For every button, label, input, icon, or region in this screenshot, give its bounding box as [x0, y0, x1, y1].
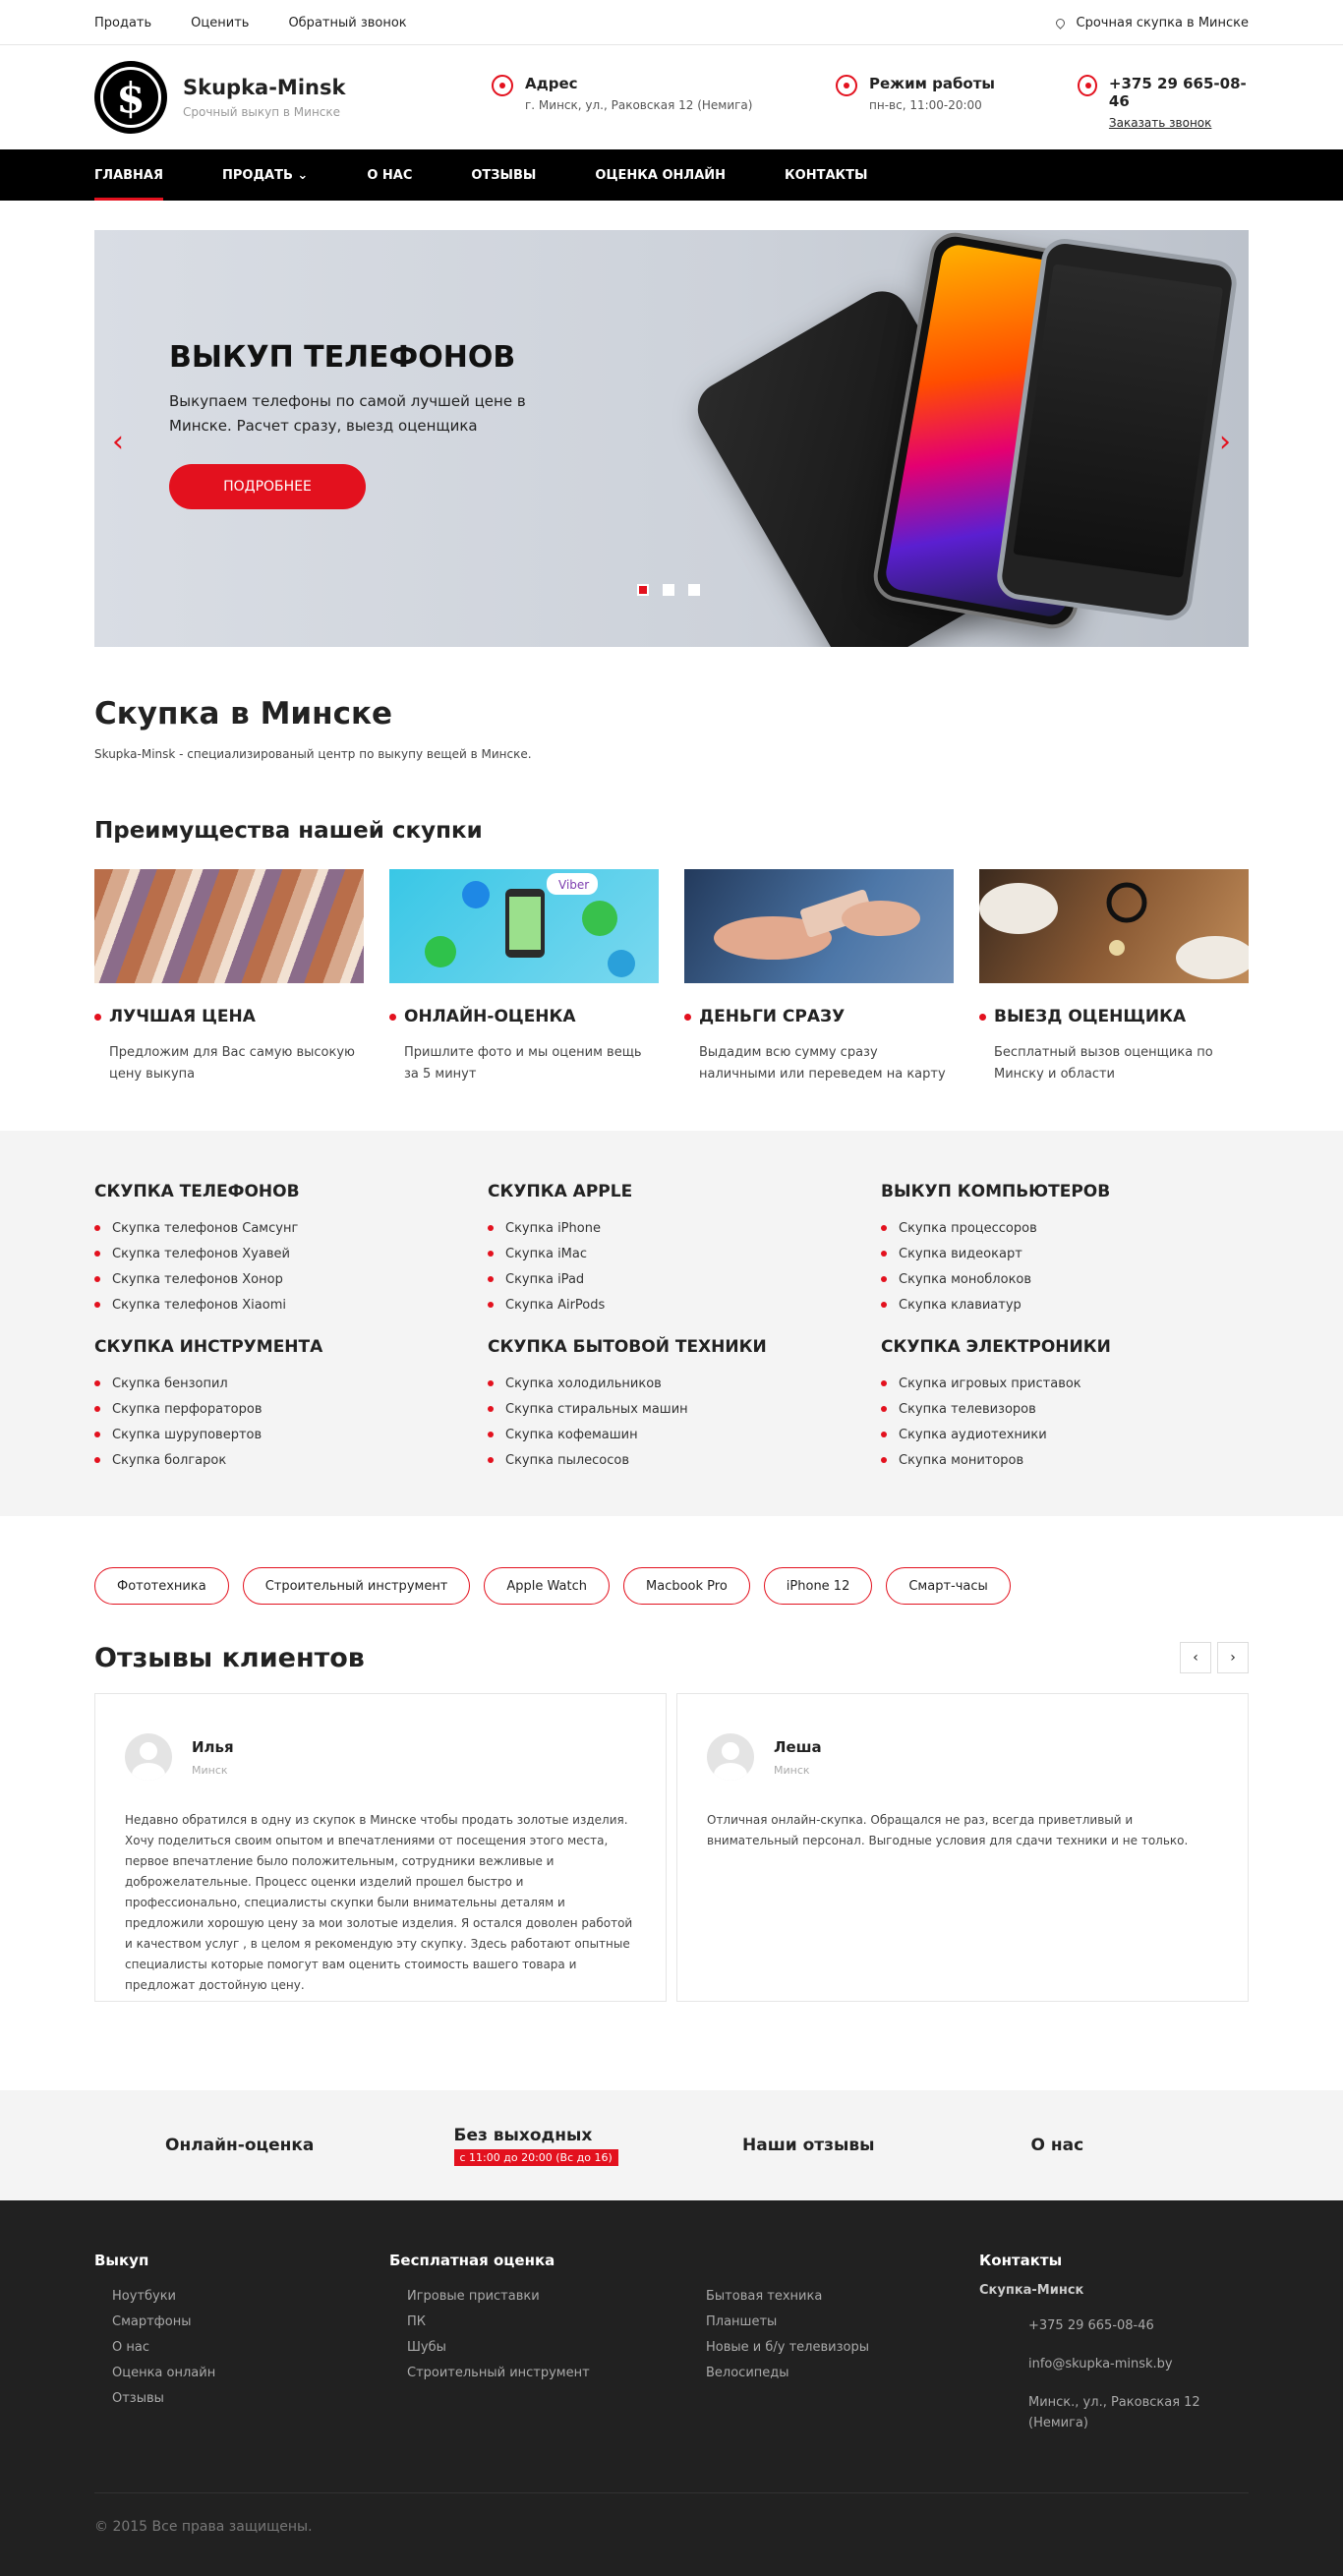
- slider-dot-3[interactable]: [688, 584, 700, 596]
- advantage-text: Предложим для Вас самую высокую цену выкупа: [109, 1045, 355, 1082]
- catalog-link-label: Скупка телефонов Xiaomi: [112, 1297, 286, 1313]
- catalog-link[interactable]: [881, 1292, 1249, 1317]
- bullet-icon: [488, 1457, 494, 1463]
- tag-link[interactable]: Фототехника: [94, 1567, 229, 1605]
- reviews-prev-icon[interactable]: ‹: [1180, 1642, 1211, 1673]
- catalog-link[interactable]: [488, 1447, 881, 1473]
- location-icon: [492, 75, 513, 96]
- catalog-link[interactable]: [881, 1447, 1249, 1473]
- copyright: © 2015 Все права защищены.: [94, 2492, 1249, 2535]
- advantage-card: [684, 869, 954, 1085]
- catalog-link-label: Скупка iPhone: [505, 1220, 601, 1236]
- advantages-title: Преимущества нашей скупки: [94, 818, 483, 844]
- bullet-icon: [881, 1432, 887, 1437]
- header-phone: [1078, 75, 1249, 130]
- footer-link[interactable]: Шубы: [407, 2339, 446, 2355]
- catalog-link-label: Скупка стиральных машин: [505, 1401, 688, 1417]
- messengers-image: [389, 869, 659, 983]
- bullet-icon: [488, 1225, 494, 1231]
- brand-tagline: Срочный выкуп в Минске: [183, 105, 341, 119]
- tag-link[interactable]: Apple Watch: [484, 1567, 610, 1605]
- brand-block: [183, 76, 345, 119]
- map-pin-icon: [1054, 17, 1067, 29]
- bullet-icon: [684, 1014, 691, 1021]
- footer-link[interactable]: Новые и б/у телевизоры: [706, 2339, 869, 2355]
- advantage-title: ЛУЧШАЯ ЦЕНА: [109, 1007, 256, 1026]
- tag-link[interactable]: Смарт-часы: [886, 1567, 1010, 1605]
- footer-company: Скупка-Минск: [979, 2283, 1084, 2298]
- catalog-link-label: Скупка пылесосов: [505, 1452, 630, 1468]
- reviews-list: [94, 1693, 1249, 2002]
- bullet-icon: [488, 1251, 494, 1257]
- callback-link[interactable]: Заказать звонок: [1108, 116, 1212, 130]
- main-nav: [0, 149, 1343, 201]
- features-strip: [0, 2090, 1343, 2200]
- catalog-link-label: Скупка процессоров: [899, 1220, 1037, 1236]
- catalog-link-label: Скупка iPad: [505, 1271, 585, 1287]
- phone-icon: [1078, 75, 1097, 96]
- footer-col-extra: [688, 2252, 979, 2451]
- bullet-icon: [881, 1380, 887, 1386]
- catalog-group: [488, 1182, 881, 1317]
- catalog-section: [0, 1131, 1343, 1516]
- advantages-list: [94, 869, 1249, 1085]
- cash-hands-image: [684, 869, 954, 983]
- catalog-link[interactable]: [488, 1396, 881, 1422]
- slider-dots: [637, 584, 714, 596]
- review-name: Леша: [774, 1737, 822, 1756]
- catalog-link-label: Скупка аудиотехники: [899, 1427, 1047, 1442]
- catalog-link-label: Скупка болгарок: [112, 1452, 227, 1468]
- catalog-link[interactable]: [881, 1266, 1249, 1292]
- top-link-sell[interactable]: Продать: [94, 15, 152, 30]
- feature-about[interactable]: [961, 2136, 1250, 2155]
- site-footer: [0, 2200, 1343, 2576]
- footer-col-evaluation: [389, 2252, 688, 2451]
- catalog-link[interactable]: [881, 1371, 1249, 1396]
- hours-badge: с 11:00 до 20:00 (Вс до 16): [454, 2149, 618, 2166]
- advantage-text: Пришлите фото и мы оценим вещь за 5 минут: [404, 1045, 642, 1082]
- catalog-link-label: Скупка холодильников: [505, 1376, 662, 1391]
- phone-number[interactable]: +375 29 665-08-46: [1108, 75, 1247, 110]
- bullet-icon: [488, 1276, 494, 1282]
- catalog-link-label: Скупка телефонов Хуавей: [112, 1246, 290, 1261]
- reviews-title: Отзывы клиентов: [94, 1642, 365, 1673]
- catalog-link-label: Скупка телевизоров: [899, 1401, 1036, 1417]
- footer-link[interactable]: О нас: [112, 2339, 149, 2355]
- catalog-link[interactable]: [488, 1266, 881, 1292]
- catalog-link-label: Скупка iMac: [505, 1246, 588, 1261]
- bullet-icon: [94, 1302, 100, 1308]
- address-text: г. Минск, ул., Раковская 12 (Немига): [525, 98, 753, 112]
- catalog-link-label: Скупка мониторов: [899, 1452, 1024, 1468]
- top-link-callback[interactable]: Обратный звонок: [288, 15, 407, 30]
- nav-sell[interactable]: ПРОДАТЬ ⌄: [222, 167, 309, 183]
- bullet-icon: [488, 1380, 494, 1386]
- bullet-icon: [94, 1432, 100, 1437]
- advantage-card: [94, 869, 364, 1085]
- slide-title: ВЫКУП ТЕЛЕФОНОВ: [169, 340, 516, 375]
- bullet-icon: [488, 1432, 494, 1437]
- catalog-link[interactable]: [488, 1241, 881, 1266]
- avatar: [125, 1733, 172, 1781]
- slider-next-icon[interactable]: ›: [1219, 425, 1231, 459]
- catalog-link[interactable]: [94, 1422, 488, 1447]
- footer-link[interactable]: Бытовая техника: [706, 2288, 823, 2304]
- catalog-link[interactable]: [94, 1215, 488, 1241]
- footer-contacts-title: Контакты: [979, 2252, 1063, 2269]
- catalog-group: [488, 1337, 881, 1473]
- feature-title: Без выходных: [453, 2125, 593, 2145]
- bullet-icon: [94, 1457, 100, 1463]
- bullet-icon: [881, 1457, 887, 1463]
- catalog-link-label: Скупка игровых приставок: [899, 1376, 1081, 1391]
- slide-text: Выкупаем телефоны по самой лучшей цене в Минске. Расчет сразу, выезд оценщика: [169, 392, 526, 435]
- footer-link[interactable]: Смартфоны: [112, 2313, 192, 2329]
- catalog-link[interactable]: [488, 1371, 881, 1396]
- footer-contacts: [979, 2252, 1249, 2451]
- footer-link[interactable]: Отзывы: [112, 2390, 164, 2406]
- feature-online-evaluation[interactable]: [94, 2136, 383, 2155]
- bullet-icon: [94, 1251, 100, 1257]
- footer-link[interactable]: ПК: [407, 2313, 427, 2329]
- catalog-link-label: Скупка клавиатур: [899, 1297, 1022, 1313]
- catalog-link[interactable]: [881, 1215, 1249, 1241]
- footer-address: Минск., ул., Раковская 12 (Немига): [1028, 2395, 1200, 2430]
- top-location-text: Срочная скупка в Минске: [1076, 15, 1249, 30]
- nav-online-evaluation[interactable]: ОЦЕНКА ОНЛАЙН: [595, 167, 727, 183]
- top-link-evaluate[interactable]: Оценить: [191, 15, 250, 30]
- bullet-icon: [94, 1380, 100, 1386]
- footer-col-title: Выкуп: [94, 2252, 149, 2269]
- footer-link[interactable]: Игровые приставки: [407, 2288, 540, 2304]
- tag-link[interactable]: Macbook Pro: [623, 1567, 750, 1605]
- footer-phone[interactable]: +375 29 665-08-46: [1028, 2318, 1154, 2333]
- top-location[interactable]: [1056, 16, 1249, 30]
- clock-icon: [836, 75, 857, 96]
- catalog-link-label: Скупка телефонов Самсунг: [112, 1220, 299, 1236]
- bullet-icon: [881, 1406, 887, 1412]
- review-city: Минск: [192, 1763, 228, 1777]
- catalog-link[interactable]: [94, 1292, 488, 1317]
- footer-link[interactable]: Ноутбуки: [112, 2288, 177, 2304]
- bullet-icon: [389, 1014, 396, 1021]
- bullet-icon: [881, 1225, 887, 1231]
- advantage-card: [979, 869, 1249, 1085]
- catalog-link-label: Скупка бензопил: [112, 1376, 228, 1391]
- bullet-icon: [979, 1014, 986, 1021]
- footer-email[interactable]: info@skupka-minsk.by: [1028, 2357, 1173, 2371]
- catalog-group: [881, 1337, 1249, 1473]
- slide-more-button[interactable]: ПОДРОБНЕЕ: [169, 464, 366, 509]
- header-address: [492, 75, 752, 112]
- advantage-title: ВЫЕЗД ОЦЕНЩИКА: [994, 1007, 1187, 1026]
- catalog-link[interactable]: [94, 1396, 488, 1422]
- review-card: [676, 1693, 1249, 2002]
- top-bar: [0, 0, 1343, 45]
- catalog-link-label: Скупка видеокарт: [899, 1246, 1022, 1261]
- footer-link[interactable]: Оценка онлайн: [112, 2365, 216, 2380]
- hours-title: Режим работы: [869, 75, 995, 92]
- feature-title: Онлайн-оценка: [165, 2136, 315, 2155]
- nav-about[interactable]: О НАС: [367, 167, 413, 183]
- about-title: Скупка в Минске: [94, 696, 393, 732]
- catalog-group-title[interactable]: СКУПКА ТЕЛЕФОНОВ: [94, 1182, 300, 1201]
- feature-reviews[interactable]: [672, 2136, 961, 2155]
- catalog-link[interactable]: [94, 1266, 488, 1292]
- nav-contacts[interactable]: КОНТАКТЫ: [785, 167, 868, 183]
- tag-link[interactable]: Строительный инструмент: [243, 1567, 471, 1605]
- address-title: Адрес: [525, 75, 578, 92]
- catalog-link[interactable]: [94, 1447, 488, 1473]
- bullet-icon: [881, 1251, 887, 1257]
- advantage-text: Бесплатный вызов оценщика по Минску и области: [994, 1045, 1213, 1082]
- header-hours: [836, 75, 995, 112]
- review-city: Минск: [774, 1763, 810, 1777]
- tag-link[interactable]: iPhone 12: [764, 1567, 873, 1605]
- footer-col-buyout: [94, 2252, 389, 2451]
- review-text: Недавно обратился в одну из скупок в Минске чтобы продать золотые изделия. Хочу поделиться своим опытом и впечатлениями от посещения этого места, первое впечатление было положительным, сотрудники вежливые и доброжелательные. Процесс оценки изделий прошел быстро и профессионально, специалисты скупки были внимательны деталям и предложили хорошую цену за мои золотые изделия. Я остался доволен работой и качеством услуг , в целом я рекомендую эту скупку. Здесь работают опытные специалисты которые помогут вам оценить стоимость вашего товара и предложат достойную цену.: [125, 1813, 633, 1992]
- bullet-icon: [94, 1014, 101, 1021]
- avatar: [707, 1733, 754, 1781]
- nav-home[interactable]: ГЛАВНАЯ: [94, 149, 163, 201]
- catalog-group-title[interactable]: ВЫКУП КОМПЬЮТЕРОВ: [881, 1182, 1111, 1201]
- catalog-link-label: Скупка перфораторов: [112, 1401, 263, 1417]
- review-card: [94, 1693, 667, 2002]
- advantage-text: Выдадим всю сумму сразу наличными или переведем на карту: [699, 1045, 946, 1082]
- bullet-icon: [881, 1302, 887, 1308]
- catalog-link-label: Скупка телефонов Хонор: [112, 1271, 283, 1287]
- catalog-group: [94, 1182, 488, 1317]
- advantage-title: ДЕНЬГИ СРАЗУ: [699, 1007, 846, 1026]
- footer-link[interactable]: Велосипеды: [706, 2365, 789, 2380]
- catalog-link[interactable]: [881, 1422, 1249, 1447]
- hero-slider: [94, 230, 1249, 647]
- money-image: [94, 869, 364, 983]
- catalog-link-label: Скупка кофемашин: [505, 1427, 638, 1442]
- catalog-link-label: Скупка моноблоков: [899, 1271, 1032, 1287]
- hours-text: пн-вс, 11:00-20:00: [869, 98, 982, 112]
- dollar-icon: $: [100, 67, 161, 128]
- catalog-link[interactable]: [881, 1396, 1249, 1422]
- catalog-group-title[interactable]: СКУПКА ИНСТРУМЕНТА: [94, 1337, 323, 1357]
- catalog-link-label: Скупка AirPods: [505, 1297, 606, 1313]
- bullet-icon: [94, 1406, 100, 1412]
- catalog-link-label: Скупка шуруповертов: [112, 1427, 263, 1442]
- catalog-group: [94, 1337, 488, 1473]
- bullet-icon: [488, 1406, 494, 1412]
- feature-title: О нас: [1030, 2136, 1084, 2155]
- nav-reviews[interactable]: ОТЗЫВЫ: [471, 167, 537, 183]
- review-text: Отличная онлайн-скупка. Обращался не раз, всегда приветливый и внимательный персонал. Выгодные условия для сдачи техники и не только.: [707, 1813, 1189, 1847]
- slider-prev-icon[interactable]: ‹: [112, 425, 124, 459]
- catalog-link[interactable]: [94, 1241, 488, 1266]
- bullet-icon: [94, 1225, 100, 1231]
- brand-name: Skupka-Minsk: [183, 76, 346, 99]
- site-header: [0, 45, 1343, 149]
- catalog-link[interactable]: [488, 1215, 881, 1241]
- bullet-icon: [94, 1276, 100, 1282]
- catalog-link[interactable]: [881, 1241, 1249, 1266]
- advantage-card: [389, 869, 659, 1085]
- reviews-next-icon[interactable]: ›: [1217, 1642, 1249, 1673]
- svg-text:Viber: Viber: [558, 878, 590, 892]
- catalog-link[interactable]: [94, 1371, 488, 1396]
- footer-link[interactable]: Планшеты: [706, 2313, 778, 2329]
- advantage-title: ОНЛАЙН-ОЦЕНКА: [404, 1007, 576, 1026]
- catalog-link[interactable]: [488, 1422, 881, 1447]
- footer-link[interactable]: Строительный инструмент: [407, 2365, 590, 2380]
- catalog-group: [881, 1182, 1249, 1317]
- slider-dot-2[interactable]: [663, 584, 674, 596]
- catalog-group-title[interactable]: СКУПКА БЫТОВОЙ ТЕХНИКИ: [488, 1337, 767, 1357]
- footer-col-title: Бесплатная оценка: [389, 2252, 555, 2269]
- appraiser-image: [979, 869, 1249, 983]
- bullet-icon: [881, 1276, 887, 1282]
- catalog-group-title[interactable]: СКУПКА APPLE: [488, 1182, 633, 1201]
- feature-no-weekends[interactable]: [383, 2126, 672, 2166]
- logo[interactable]: [94, 61, 167, 134]
- tags-list: [94, 1567, 1249, 1605]
- bullet-icon: [488, 1302, 494, 1308]
- feature-title: Наши отзывы: [742, 2136, 875, 2155]
- about-text: Skupka-Minsk - специализированый центр по выкупу вещей в Минске.: [94, 747, 532, 761]
- slider-dot-1[interactable]: [637, 584, 649, 596]
- catalog-link[interactable]: [488, 1292, 881, 1317]
- catalog-group-title[interactable]: СКУПКА ЭЛЕКТРОНИКИ: [881, 1337, 1111, 1357]
- review-name: Илья: [192, 1737, 234, 1756]
